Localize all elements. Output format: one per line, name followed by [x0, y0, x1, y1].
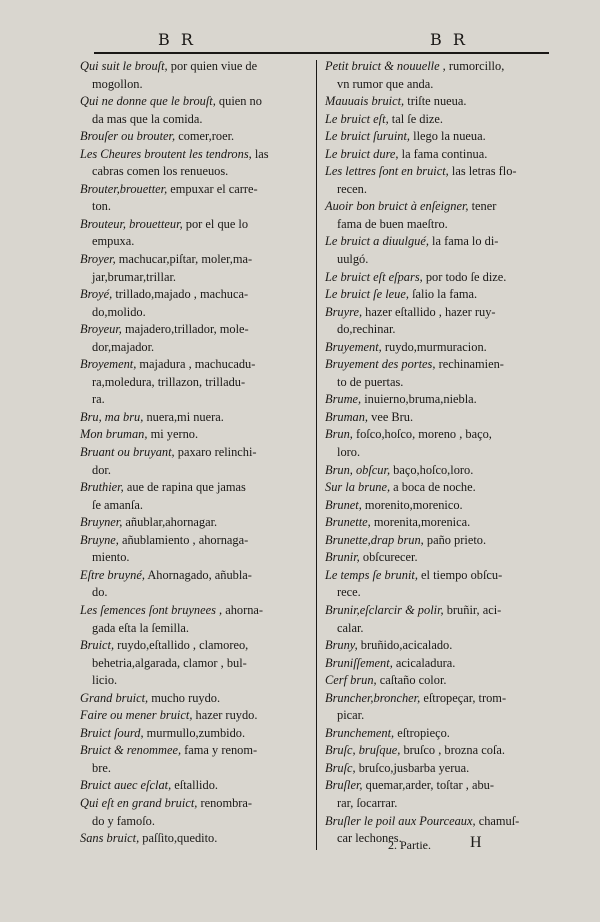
dictionary-entry — [80, 637, 306, 690]
entry-definition: morenito,morenico. — [361, 497, 463, 512]
dictionary-entry — [325, 391, 555, 409]
entry-definition: mi yerno. — [147, 427, 199, 442]
entry-headword: Faire ou mener bruict, — [80, 708, 193, 723]
entry-definition: acicaladura. — [392, 655, 456, 670]
entry-continuation: picar. — [337, 708, 365, 723]
entry-headword: Mauuais bruict, — [325, 94, 405, 109]
entry-headword: Bru, ma bru, — [80, 409, 144, 424]
entry-continuation: dor,majador. — [92, 339, 155, 354]
entry-continuation: rece. — [337, 585, 361, 600]
dictionary-entry — [80, 514, 306, 532]
header-right: B R — [430, 30, 468, 49]
dictionary-entry — [80, 777, 306, 795]
dictionary-entry — [80, 181, 306, 216]
entry-definition: quien no — [215, 94, 262, 109]
entry-continuation: vn rumor que anda. — [337, 76, 434, 91]
entry-headword: Bruict, — [80, 638, 115, 653]
entry-definition: trillado,majado , machuca- — [112, 287, 249, 302]
entry-headword: Le bruict eſt eſpars, — [325, 269, 423, 284]
entry-continuation: bre. — [92, 760, 111, 775]
entry-headword: Bruyre, — [325, 304, 363, 319]
entry-continuation: ton. — [92, 199, 111, 214]
entry-continuation: gada eſta la ſemilla. — [92, 620, 190, 635]
entry-definition: por todo ſe dize. — [422, 269, 507, 284]
entry-definition: caſtaño color. — [376, 673, 447, 688]
entry-headword: Brun, — [325, 427, 353, 442]
dictionary-entry — [325, 690, 555, 725]
dictionary-entry — [325, 567, 555, 602]
column-divider — [316, 60, 317, 850]
entry-definition: tener — [468, 199, 497, 214]
dictionary-entry — [325, 462, 555, 480]
dictionary-entry — [80, 251, 306, 286]
entry-definition: vee Bru. — [368, 409, 414, 424]
entry-continuation: mogollon. — [92, 76, 143, 91]
entry-definition: a boca de noche. — [390, 480, 476, 495]
entry-headword: Mon bruman, — [80, 427, 148, 442]
entry-continuation: to de puertas. — [337, 374, 404, 389]
dictionary-entry — [80, 532, 306, 567]
entry-headword: Bruman, — [325, 409, 369, 424]
dictionary-entry — [80, 321, 306, 356]
entry-headword: Petit bruict & nouuelle , — [325, 59, 446, 73]
dictionary-entry — [325, 128, 555, 146]
entry-definition: majadero,trillador, mole- — [121, 322, 249, 337]
entry-headword: Le temps ſe brunit, — [325, 567, 418, 582]
entry-definition: eſtallido. — [171, 778, 218, 793]
entry-definition: obſcurecer. — [359, 550, 418, 565]
dictionary-entry — [325, 813, 555, 848]
dictionary-entry — [325, 269, 555, 287]
entry-headword: Brouſer ou brouter, — [80, 129, 176, 144]
entry-definition: eſtropeçar, trom- — [420, 690, 507, 705]
dictionary-entry — [325, 514, 555, 532]
entry-headword: Broyé, — [80, 287, 113, 302]
dictionary-entry — [80, 286, 306, 321]
entry-definition: la fama continua. — [398, 146, 488, 161]
entry-definition: rumorcillo, — [445, 59, 505, 73]
dictionary-entry — [80, 128, 306, 146]
entry-headword: Auoir bon bruict à enſeigner, — [325, 199, 469, 214]
entry-headword: Brunir,eſclarcir & polir, — [325, 602, 444, 617]
entry-headword: Bruyement, — [325, 339, 382, 354]
entry-definition: ruydo,eſtallido , clamoreo, — [114, 638, 249, 653]
entry-definition: quemar,arder, toſtar , abu- — [362, 778, 494, 793]
entry-continuation: jar,brumar,trillar. — [92, 269, 176, 284]
entry-definition: morenita,morenica. — [370, 515, 471, 530]
entry-continuation: recen. — [337, 181, 367, 196]
entry-headword: Brunet, — [325, 497, 362, 512]
entry-headword: Brouter,brouetter, — [80, 181, 168, 196]
entry-headword: Bruict ſourd, — [80, 725, 144, 740]
dictionary-entry — [325, 304, 555, 339]
entry-definition: paxaro relinchi- — [174, 445, 257, 460]
entry-headword: Les lettres ſont en bruict, — [325, 164, 449, 179]
entry-definition: murmullo,zumbido. — [143, 725, 246, 740]
dictionary-entry — [80, 690, 306, 708]
entry-headword: Bruſc, — [325, 760, 356, 775]
entry-definition: llego la nueua. — [410, 129, 486, 144]
entry-continuation: car lechones. — [337, 831, 402, 846]
entry-continuation: loro. — [337, 445, 361, 460]
header-rule — [94, 52, 549, 54]
entry-headword: Brouteur, brouetteur, — [80, 216, 183, 231]
entry-definition: renombra- — [197, 795, 253, 810]
entry-continuation: calar. — [337, 620, 364, 635]
entry-definition: hazer eſtallido , hazer ruy- — [362, 304, 496, 319]
dictionary-entry — [325, 198, 555, 233]
entry-definition: inuierno,bruma,niebla. — [361, 392, 477, 407]
entry-continuation: do,rechinar. — [337, 322, 396, 337]
entry-continuation: rar, ſocarrar. — [337, 795, 398, 810]
dictionary-entry — [80, 602, 306, 637]
entry-definition: paſſito,quedito. — [139, 831, 218, 846]
dictionary-entry — [325, 549, 555, 567]
entry-definition: mucho ruydo. — [148, 690, 221, 705]
entry-headword: Brume, — [325, 392, 362, 407]
dictionary-entry — [80, 356, 306, 409]
entry-definition: chamuſ- — [475, 813, 520, 828]
dictionary-entry — [325, 356, 555, 391]
entry-definition: las letras flo- — [448, 164, 517, 179]
entry-headword: Broyeur, — [80, 322, 122, 337]
dictionary-entry — [325, 426, 555, 461]
dictionary-entry — [80, 409, 306, 427]
dictionary-entry — [80, 795, 306, 830]
entry-definition: machucar,piſtar, moler,ma- — [115, 252, 253, 267]
entry-headword: Brunchement, — [325, 725, 395, 740]
entry-continuation: ra. — [92, 392, 105, 407]
entry-definition: fama y renom- — [181, 743, 258, 758]
entry-definition: majadura , machucadu- — [136, 357, 256, 372]
dictionary-entry — [80, 479, 306, 514]
dictionary-entry — [325, 497, 555, 515]
entry-headword: Bruſler, — [325, 778, 363, 793]
entry-headword: Les Cheures broutent les tendrons, — [80, 146, 252, 161]
entry-definition: ahorna- — [222, 602, 264, 617]
dictionary-entry — [325, 163, 555, 198]
entry-definition: hazer ruydo. — [192, 708, 258, 723]
entry-definition: tal ſe dize. — [388, 111, 444, 126]
entry-headword: Bruyne, — [80, 532, 119, 547]
left-column — [80, 58, 306, 848]
entry-headword: Bruant ou bruyant, — [80, 445, 175, 460]
entry-headword: Cerf brun, — [325, 673, 377, 688]
entry-definition: el tiempo obſcu- — [417, 567, 503, 582]
dictionary-entry — [80, 93, 306, 128]
dictionary-entry — [80, 58, 306, 93]
entry-headword: Bruſc, bruſque, — [325, 743, 401, 758]
dictionary-entry — [325, 233, 555, 268]
dictionary-entry — [325, 760, 555, 778]
entry-continuation: behetria,algarada, clamor , bul- — [92, 655, 247, 670]
entry-definition: Ahornagado, añubla- — [144, 567, 252, 582]
entry-definition: paño prieto. — [423, 532, 487, 547]
dictionary-entry — [325, 93, 555, 111]
entry-definition: rechinamien- — [435, 357, 504, 372]
dictionary-entry — [80, 426, 306, 444]
entry-definition: por el que lo — [182, 216, 249, 231]
entry-headword: Broyement, — [80, 357, 137, 372]
dictionary-entry — [325, 655, 555, 673]
entry-headword: Bruncher,broncher, — [325, 690, 421, 705]
dictionary-entry — [325, 111, 555, 129]
dictionary-entry — [325, 532, 555, 550]
entry-continuation: cabras comen los renueuos. — [92, 164, 229, 179]
entry-headword: Le bruict a diuulgué, — [325, 234, 429, 249]
entry-definition: baço,hoſco,loro. — [390, 462, 474, 477]
entry-headword: Bruyner, — [80, 515, 123, 530]
dictionary-entry — [325, 339, 555, 357]
dictionary-entry — [325, 742, 555, 760]
entry-headword: Bruyement des portes, — [325, 357, 436, 372]
entry-definition: la fama lo di- — [428, 234, 499, 249]
dictionary-entry — [325, 637, 555, 655]
dictionary-entry — [325, 286, 555, 304]
entry-headword: Sur la brune, — [325, 480, 391, 495]
dictionary-entry — [325, 777, 555, 812]
entry-headword: Le bruict eſt, — [325, 111, 389, 126]
entry-headword: Qui suit le brouſt, — [80, 59, 168, 73]
page-header — [94, 30, 549, 52]
entry-definition: nuera,mi nuera. — [143, 409, 224, 424]
dictionary-entry — [325, 146, 555, 164]
entry-continuation: dor. — [92, 462, 111, 477]
entry-headword: Broyer, — [80, 252, 116, 267]
entry-continuation: empuxa. — [92, 234, 135, 249]
entry-headword: Brunette,drap brun, — [325, 532, 424, 547]
dictionary-entry — [325, 725, 555, 743]
entry-continuation: ra,moledura, trillazon, trilladu- — [92, 374, 246, 389]
dictionary-entry — [325, 58, 555, 93]
entry-continuation: do,molido. — [92, 304, 146, 319]
entry-headword: Brunir, — [325, 550, 360, 565]
dictionary-entry — [80, 830, 306, 848]
signature-mark: 2. Partie. — [388, 838, 431, 852]
entry-definition: añublar,ahornagar. — [122, 515, 218, 530]
gathering-mark: H — [470, 834, 482, 851]
dictionary-entry — [325, 409, 555, 427]
entry-definition: bruñir, aci- — [443, 602, 502, 617]
entry-definition: comer,roer. — [175, 129, 235, 144]
entry-headword: Bruict & renommee, — [80, 743, 182, 758]
entry-continuation: miento. — [92, 550, 130, 565]
dictionary-entry — [80, 707, 306, 725]
entry-headword: Le bruict ſe leue, — [325, 287, 409, 302]
dictionary-entry — [325, 602, 555, 637]
entry-continuation: licio. — [92, 673, 118, 688]
entry-definition: foſco,hoſco, moreno , baço, — [352, 427, 492, 442]
entry-continuation: da mas que la comida. — [92, 111, 203, 126]
entry-definition: por quien viue de — [167, 59, 258, 73]
entry-headword: Grand bruict, — [80, 690, 149, 705]
entry-headword: Le bruict ſuruint, — [325, 129, 411, 144]
dictionary-entry — [325, 672, 555, 690]
header-left: B R — [158, 30, 196, 49]
entry-continuation: do y famoſo. — [92, 813, 155, 828]
entry-definition: bruñido,acicalado. — [357, 638, 453, 653]
dictionary-entry — [80, 742, 306, 777]
entry-definition: bruſco,jusbarba yerua. — [355, 760, 470, 775]
dictionary-entry — [325, 479, 555, 497]
dictionary-entry — [80, 444, 306, 479]
entry-definition: empuxar el carre- — [167, 181, 258, 196]
entry-headword: Bruny, — [325, 638, 358, 653]
entry-continuation: fama de buen maeſtro. — [337, 216, 448, 231]
entry-headword: Eſtre bruyné, — [80, 567, 145, 582]
dictionary-entry — [80, 567, 306, 602]
entry-definition: ruydo,murmuracion. — [381, 339, 487, 354]
entry-headword: Sans bruict, — [80, 831, 140, 846]
entry-headword: Les ſemences ſont bruynees , — [80, 602, 223, 617]
entry-headword: Bruſler le poil aux Pourceaux, — [325, 813, 476, 828]
entry-headword: Qui eſt en grand bruict, — [80, 795, 198, 810]
entry-definition: ſalio la fama. — [408, 287, 478, 302]
entry-headword: Brunette, — [325, 515, 371, 530]
entry-definition: las — [251, 146, 269, 161]
dictionary-entry — [80, 146, 306, 181]
entry-continuation: ſe amanſa. — [92, 497, 143, 512]
entry-definition: aue de rapina que jamas — [123, 480, 246, 495]
entry-definition: añublamiento , ahornaga- — [118, 532, 249, 547]
entry-continuation: uulgó. — [337, 252, 369, 267]
entry-headword: Brun, obſcur, — [325, 462, 391, 477]
entry-definition: eſtropieço. — [394, 725, 450, 740]
entry-definition: bruſco , brozna coſa. — [400, 743, 505, 758]
entry-headword: Le bruict dure, — [325, 146, 399, 161]
dictionary-entry — [80, 216, 306, 251]
entry-headword: Bruict auec eſclat, — [80, 778, 172, 793]
dictionary-entry — [80, 725, 306, 743]
entry-headword: Qui ne donne que le brouſt, — [80, 94, 216, 109]
entry-headword: Bruthier, — [80, 480, 124, 495]
entry-continuation: do. — [92, 585, 108, 600]
entry-headword: Bruniſſement, — [325, 655, 393, 670]
entry-definition: triſte nueua. — [404, 94, 467, 109]
right-column — [325, 58, 555, 848]
